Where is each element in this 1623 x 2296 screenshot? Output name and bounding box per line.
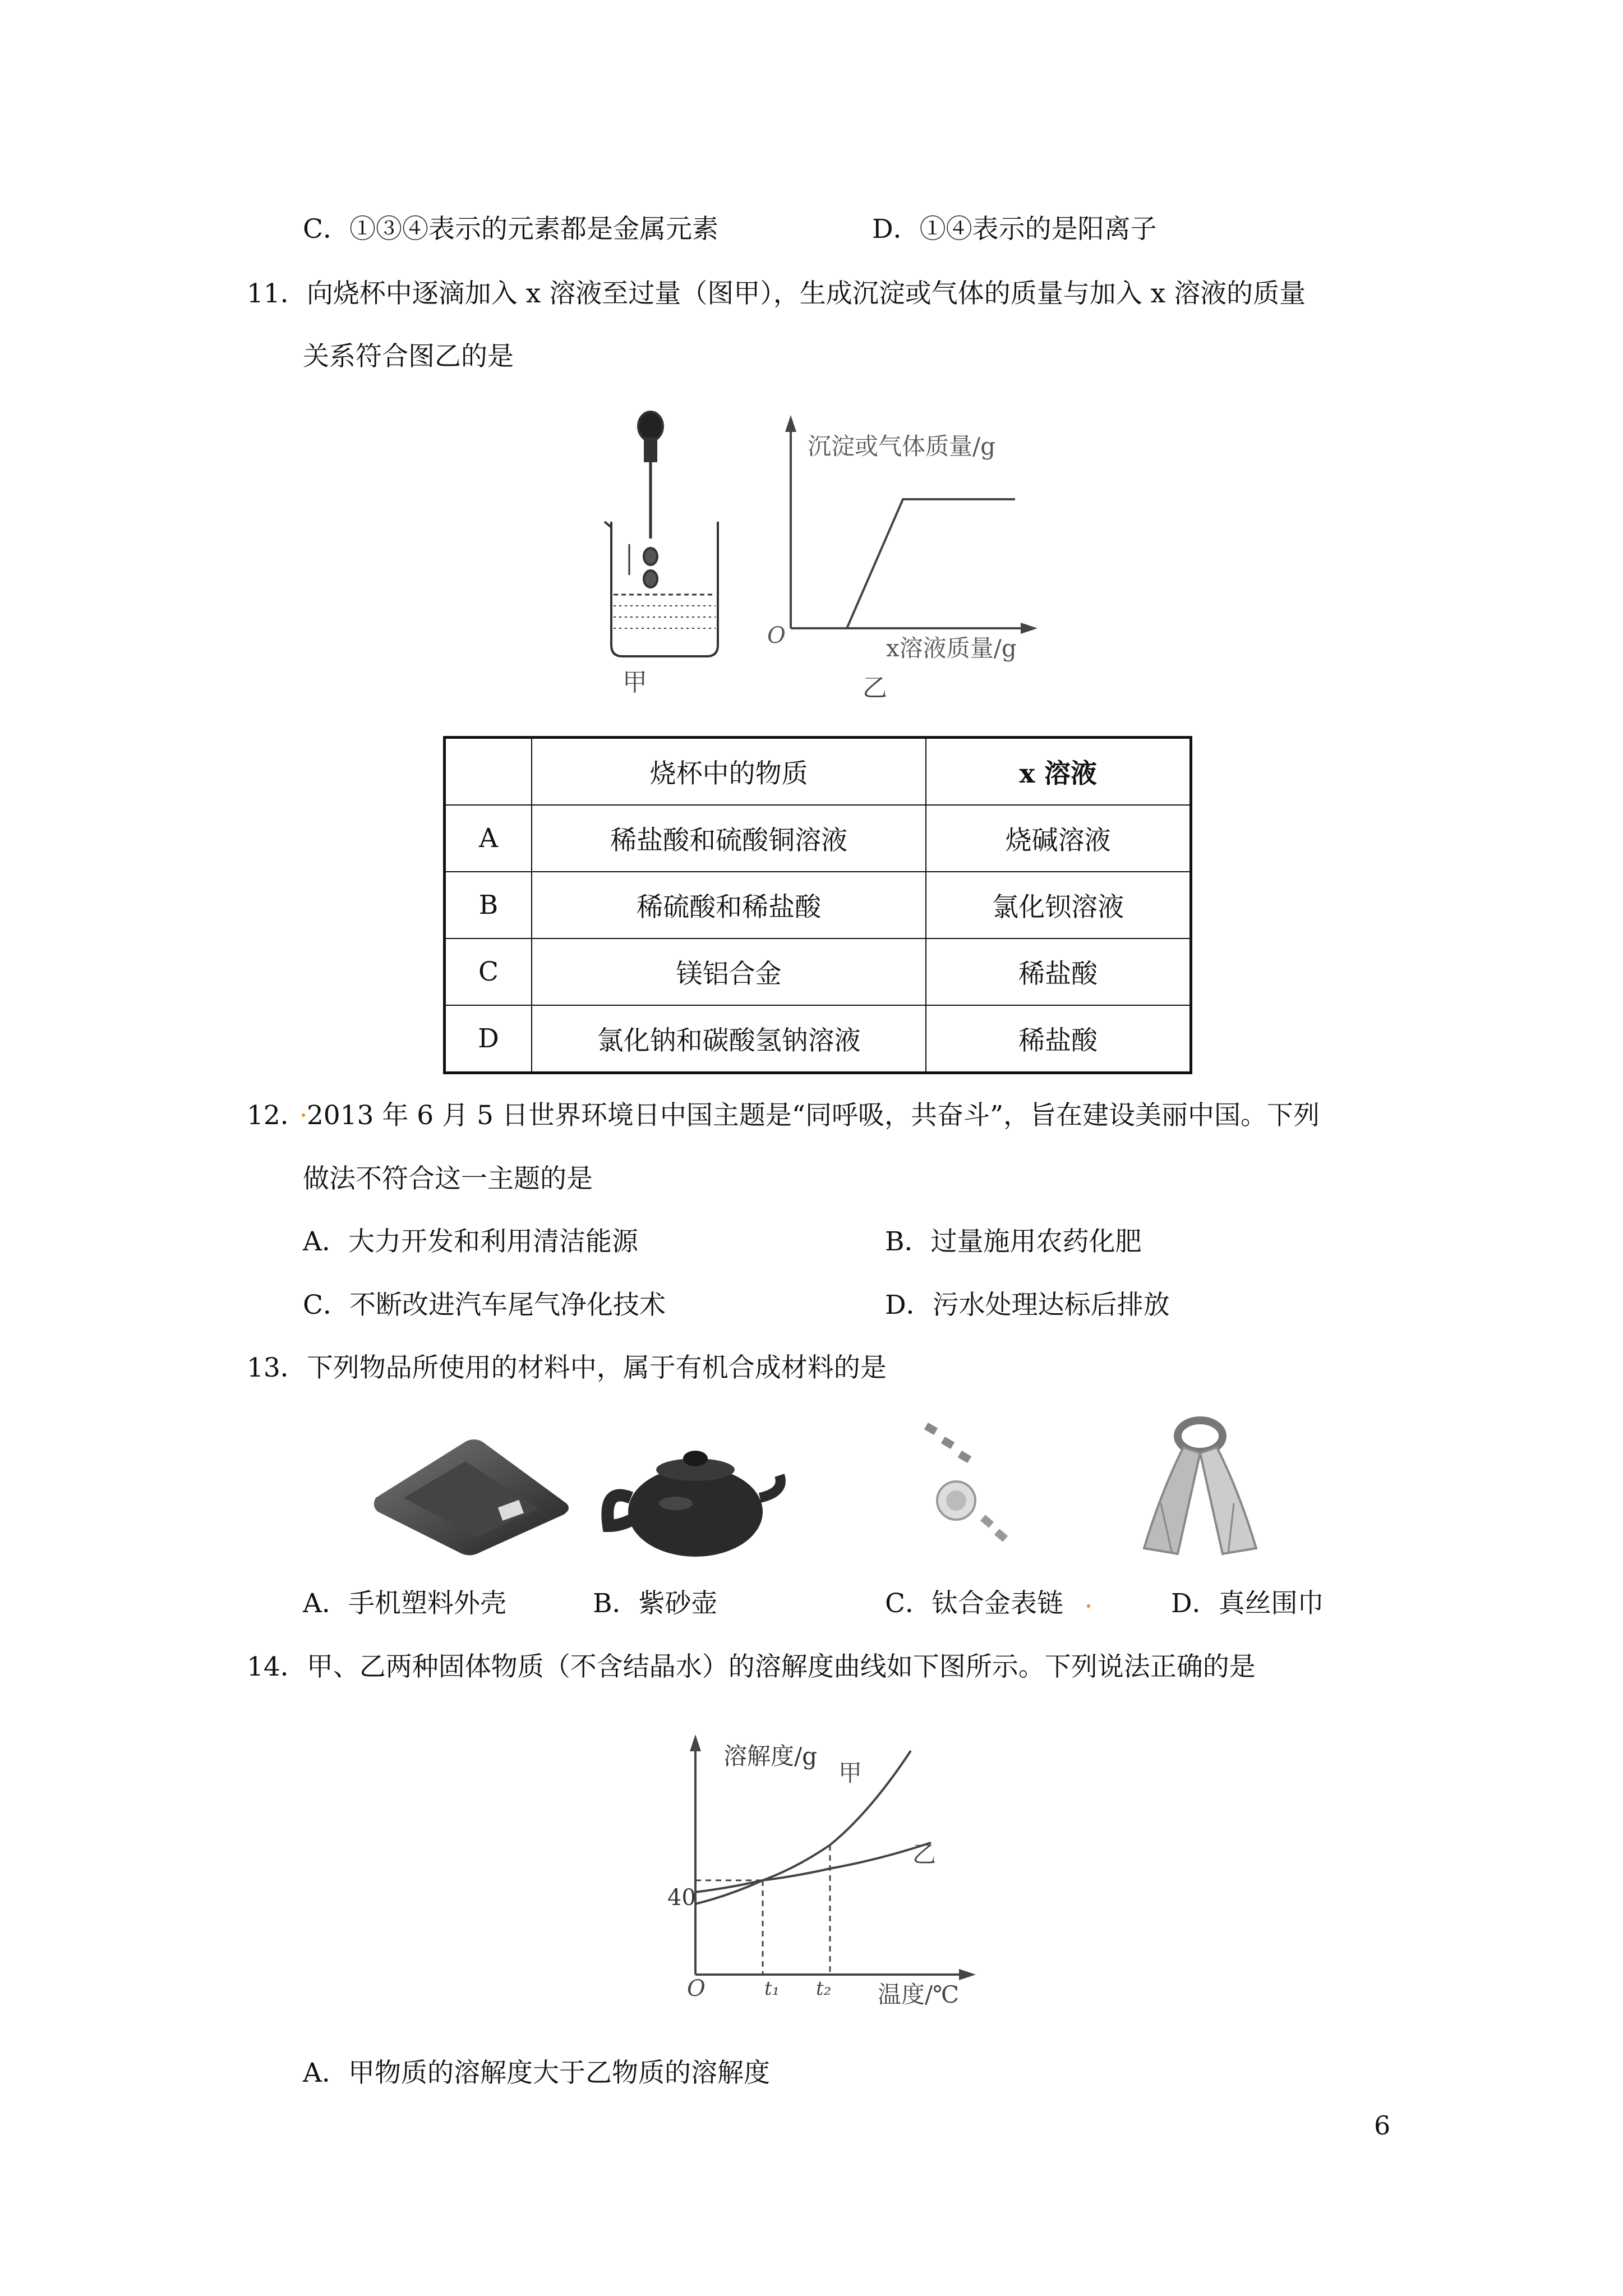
q11-fig-yi-label: 乙 (863, 674, 887, 702)
table-row (445, 938, 1191, 1005)
teapot-image (597, 1414, 788, 1565)
q12-option-a: A．大力开发和利用清洁能源 (303, 1226, 638, 1257)
table-cell: C (445, 938, 532, 1005)
titanium-watch-strap-image (903, 1414, 1038, 1565)
q13-option-b: B．紫砂壶 (593, 1588, 718, 1619)
q11-graph-xlabel: x溶液质量/g (886, 634, 1017, 662)
table-row (445, 1005, 1191, 1073)
solubility-tick-t1: t₁ (764, 1977, 780, 2000)
q14-text-line1: 甲、乙两种固体物质（不含结晶水）的溶解度曲线如下图所示。下列说法正确的是 (306, 1651, 1256, 1682)
table-cell: 稀盐酸和硫酸铜溶液 (532, 805, 926, 872)
q14-option-a: A．甲物质的溶解度大于乙物质的溶解度 (303, 2058, 770, 2088)
q11-graph-ylabel: 沉淀或气体质量/g (808, 432, 996, 460)
q11-line1 (247, 280, 1306, 307)
q12-number: 12． (247, 1100, 307, 1131)
table-cell: 氯化钠和碳酸氢钠溶液 (532, 1005, 926, 1073)
solubility-graph-ylabel: 溶解度/g (723, 1742, 818, 1770)
solubility-graph-xlabel: 温度/℃ (878, 1981, 960, 2008)
table-cell: A (445, 805, 532, 872)
solubility-x-arrow (959, 1969, 976, 1980)
q12-option-d: D．污水处理达标后排放 (885, 1290, 1170, 1320)
table-cell: 稀盐酸 (926, 1005, 1191, 1073)
q13-number: 13． (247, 1352, 307, 1383)
q14-number: 14． (247, 1651, 307, 1682)
table-header-cell (445, 738, 532, 806)
q10-option-c: C．①③④表示的元素都是金属元素 (303, 214, 718, 245)
solubility-graph (662, 1733, 987, 2000)
q11-number: 11． (247, 278, 307, 309)
solubility-origin: O (687, 1976, 706, 2001)
solubility-curve-jia-label: 甲 (838, 1759, 863, 1787)
q13-line1 (247, 1352, 887, 1383)
q11-text-line1: 向烧杯中逐滴加入 x 溶液至过量（图甲），生成沉淀或气体的质量与加入 x 溶液的质量 (306, 278, 1306, 309)
q11-graph-curve (791, 499, 1015, 628)
table-cell: 烧碱溶液 (926, 805, 1191, 872)
table-row (445, 805, 1191, 872)
table-cell: B (445, 872, 532, 938)
q11-graph-x-arrow (1021, 623, 1038, 634)
table-header-cell: x 溶液 (926, 738, 1191, 806)
table-header-row (445, 738, 1191, 806)
table-row (445, 872, 1191, 938)
q11-fig-jia-label: 甲 (623, 668, 647, 697)
table-cell: D (445, 1005, 532, 1073)
q11-line2: 关系符合图乙的是 (303, 341, 514, 372)
q13-option-c: C．钛合金表链 (885, 1588, 1063, 1619)
q12-line1 (247, 1102, 1320, 1129)
solubility-tick-40: 40 (667, 1885, 696, 1911)
table-header-cell: 烧杯中的物质 (532, 738, 926, 806)
q12-text-line1: 2013 年 6 月 5 日世界环境日中国主题是“同呼吸，共奋斗”，旨在建设美丽中国。下列 (306, 1100, 1320, 1131)
table-cell: 氯化钡溶液 (926, 872, 1191, 938)
q11-graph-y-arrow (785, 415, 796, 432)
phone-case-image (370, 1419, 572, 1559)
solubility-tick-t2: t₂ (816, 1977, 832, 2000)
table-cell: 稀盐酸 (926, 938, 1191, 1005)
page-number: 6 (1374, 2110, 1391, 2141)
q12-option-b: B．过量施用农药化肥 (885, 1226, 1142, 1257)
silk-scarf-image (1122, 1414, 1279, 1565)
q13-option-d: D．真丝围巾 (1171, 1588, 1324, 1619)
q11-choice-table (443, 736, 1192, 1074)
solubility-curve-yi (695, 1843, 931, 1892)
q12-option-c: C．不断改进汽车尾气净化技术 (303, 1290, 666, 1320)
q13-text-line1: 下列物品所使用的材料中，属于有机合成材料的是 (306, 1352, 887, 1383)
solubility-curve-yi-label: 乙 (912, 1841, 937, 1868)
q10-option-d: D．①④表示的是阳离子 (872, 214, 1157, 245)
q11-figure-beaker (594, 409, 729, 712)
solubility-y-arrow (690, 1734, 701, 1751)
marker-dot (1087, 1604, 1090, 1608)
q14-line1 (247, 1651, 1256, 1682)
table-cell: 镁铝合金 (532, 938, 926, 1005)
q13-option-a: A．手机塑料外壳 (303, 1588, 506, 1619)
q11-graph-origin: O (767, 623, 786, 648)
q12-line2: 做法不符合这一主题的是 (303, 1163, 593, 1194)
table-cell: 稀硫酸和稀盐酸 (532, 872, 926, 938)
